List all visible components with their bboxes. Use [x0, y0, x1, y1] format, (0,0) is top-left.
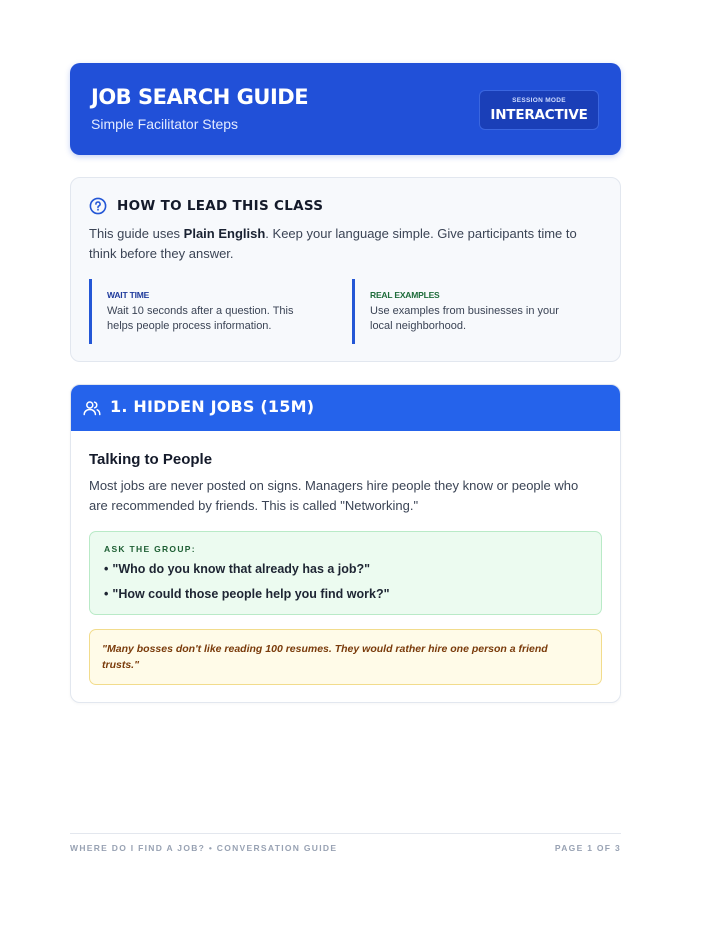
ask-the-group-box — [89, 531, 602, 615]
intro-body — [89, 224, 594, 264]
footer-divider — [70, 833, 621, 834]
question-text: "How could those people help you find work?" — [112, 587, 390, 601]
section-paragraph: Most jobs are never posted on signs. Managers hire people they know or people who are recommended by friends. This is called "Networking." — [89, 478, 579, 513]
tip-text: Wait 10 seconds after a question. This helps people process information. — [107, 305, 294, 332]
ask-label: ASK THE GROUP: — [104, 544, 196, 554]
section-header — [71, 385, 620, 431]
guide-page — [70, 63, 621, 703]
section-subtitle: Talking to People — [89, 451, 213, 468]
tip-text: Use examples from businesses in your local neighborhood. — [370, 305, 559, 332]
session-mode-value: INTERACTIVE — [490, 107, 588, 123]
footer-page-number: PAGE 1 OF 3 — [554, 843, 621, 853]
tip-label: REAL EXAMPLES — [370, 290, 440, 300]
intro-heading: HOW TO LEAD THIS CLASS — [117, 198, 324, 214]
session-mode-badge — [479, 90, 599, 130]
session-mode-label: SESSION MODE — [512, 97, 566, 104]
intro-body-end: . Keep your language simple. Give participants time to think before they answer. — [89, 226, 577, 261]
question-list — [104, 561, 390, 611]
page-subtitle: Simple Facilitator Steps — [91, 116, 239, 132]
page-title: JOB SEARCH GUIDE — [91, 85, 309, 109]
tip-wait-time — [89, 279, 319, 344]
section-hidden-jobs — [70, 384, 621, 703]
question-text: "Who do you know that already has a job?" — [112, 562, 371, 576]
list-item: • "Who do you know that already has a job?" — [104, 562, 371, 576]
header-banner — [70, 63, 621, 155]
footer-document-title: WHERE DO I FIND A JOB? • CONVERSATION GUIDE — [70, 843, 338, 853]
quote-box — [89, 629, 602, 685]
intro-body-start: This guide uses — [89, 226, 184, 241]
intro-body-bold: Plain English — [183, 226, 266, 241]
tip-real-examples — [352, 279, 582, 344]
intro-card — [70, 177, 621, 362]
tip-label: WAIT TIME — [107, 290, 150, 300]
list-item: • "How could those people help you find work?" — [104, 587, 390, 601]
quote-text: "Many bosses don't like reading 100 resumes. They would rather hire one person a friend trusts." — [102, 643, 548, 671]
people-icon — [83, 399, 101, 417]
section-title: 1. HIDDEN JOBS (15M) — [110, 397, 315, 416]
question-circle-icon — [89, 197, 107, 215]
